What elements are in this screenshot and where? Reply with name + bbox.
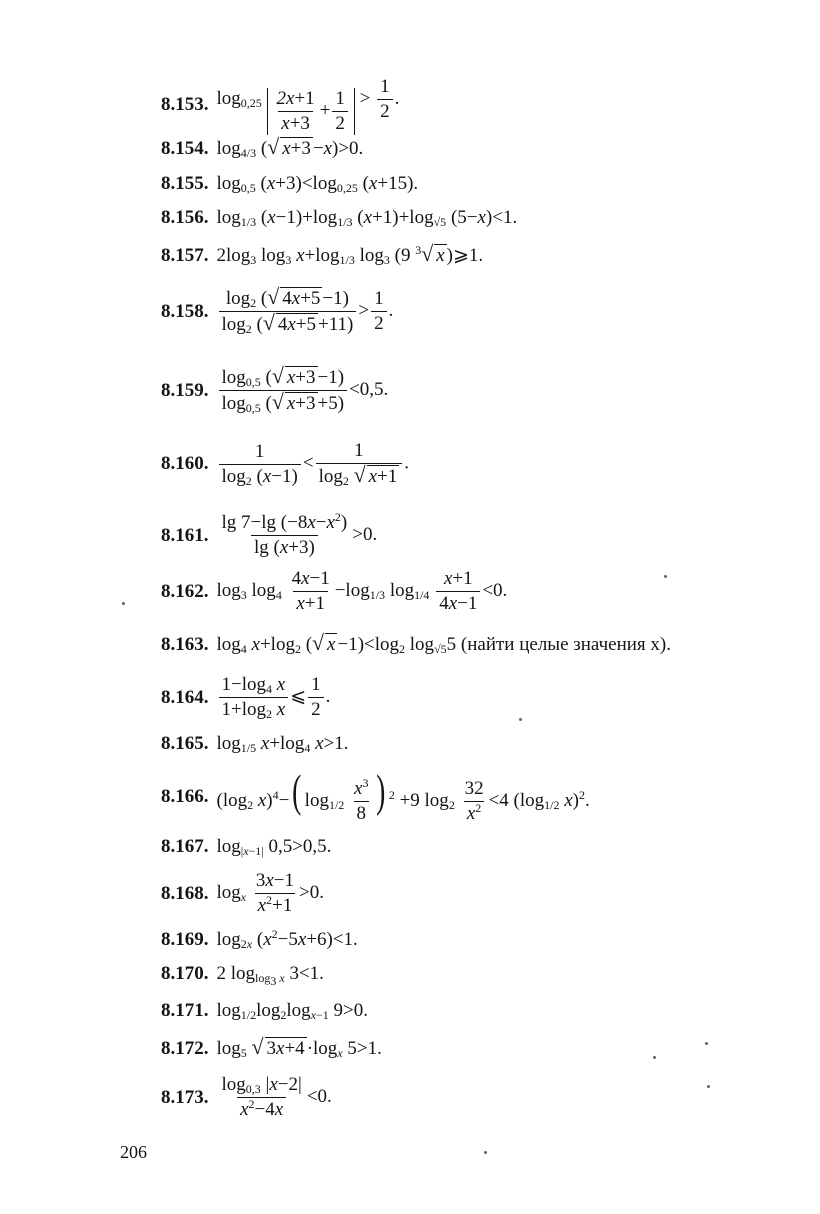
problem-number: 8.155. [161,173,209,194]
formula: $\frac{\log_{0,3} |x-2|}{x^2-4x}$ <0. [221,1074,332,1120]
scan-speck [707,1085,710,1088]
scan-speck [664,575,667,578]
problem-8-163 [161,633,671,656]
problem-number: 8.156. [161,207,209,228]
scan-speck [484,1151,487,1154]
problem-number: 8.169. [161,929,209,950]
formula: $\log_4 x+\log_2$ ( √ x $-1)<\log_2$ $\log_{√5}5$ [216,631,461,656]
formula: $\log_{2x} (x^2-5x+6)<1$. [216,927,358,951]
formula: $\log_3 \log_4$ $\frac{4x-1}{x+1}$ $-\log_{1/3}$ $\log_{1/4}$ $\frac{x+1}{4x-1}$ <0. [216,568,508,614]
problem-8-153 [161,76,399,135]
problem-number: 8.159. [161,379,209,401]
formula: $\frac{\lg 7-\lg (-8x-x^2)}{\lg (x+3)}$ >0. [221,510,378,558]
formula: $\log_2$ ( √ 4x+5 −1) $\log_2$ ( √ 4x+5 +11) > $\frac{1}{2}$ . [217,287,394,336]
problem-8-173 [161,1074,332,1121]
problem-note: (найти целые значения x). [460,633,671,655]
problem-number: 8.167. [161,836,209,857]
scan-speck [519,718,522,721]
problem-8-156 [161,207,517,229]
scan-speck [653,1056,656,1059]
problem-8-162 [161,568,507,615]
formula: $\frac{1}{\log_2 (x-1)}$ < 1 $\log_2$ √ x+1 . [217,440,410,488]
formula: $\log_{0,5}$ ( √ x+3 −1) $\log_{0,5}$ ( √ x+3 +5) <0,5. [217,366,389,415]
problem-number: 8.170. [161,963,209,984]
problem-8-167 [161,836,331,858]
formula: $\log_{|x-1|} 0,5>0,5$. [216,836,332,858]
problem-8-158 [161,287,393,336]
problem-number: 8.154. [161,137,209,159]
formula: $\log_{1/5} x+\log_4$ x>1. [216,733,349,755]
formula: ($\log_2$ x)$^4$−( $\log_{1/2}$ $\frac{x^3}{8}$ ) $^2$ +9 $\log_2$ $\frac{32}{x^2}$ <4 ($\log_{1/2}$ x)$^2$. [216,765,590,825]
problem-number: 8.161. [161,524,209,546]
page-number: 206 [120,1142,147,1162]
problem-8-169 [161,929,358,951]
problem-8-166 [161,765,590,825]
problem-number: 8.153. [161,94,209,116]
problem-8-154 [161,137,363,160]
problem-8-171 [161,1000,368,1022]
formula: $\log_{4/3}$ ( √ x+3 −x)>0. [216,135,364,160]
scan-speck [122,602,125,605]
problem-number: 8.157. [161,244,209,266]
formula: $2\log_3$ $\log_3 x+\log_{1/3}$ $\log_3 (9$ $^3$ √ x )⩾1. [216,242,484,267]
formula: $\frac{1-\log_4 x}{1+\log_2 x}$ ⩽ $\frac{1}{2}$ . [217,674,331,721]
problem-number: 8.160. [161,453,209,474]
problem-8-168 [161,870,324,917]
problem-number: 8.166. [161,785,209,807]
scan-speck [705,1042,708,1045]
problem-8-160 [161,440,409,488]
formula: $\log_{0,5} (x+3)<\log_{0,25}$ (x+15). [216,173,419,195]
problem-8-155 [161,173,418,195]
problem-number: 8.163. [161,633,209,655]
formula: $\log_{1/2}\log_2\log_{x-1}$ 9>0. [216,1000,369,1022]
problem-8-159 [161,366,388,415]
problem-8-170 [161,963,324,988]
problem-number: 8.164. [161,686,209,708]
formula: 2 $\log_{log_3 x} 3<1$. [216,963,324,988]
problem-number: 8.158. [161,300,209,322]
problem-8-157 [161,244,483,267]
problem-number: 8.168. [161,882,209,904]
formula: $\log_x$ $\frac{3x-1}{x^2+1}$ >0. [216,870,324,916]
problem-number: 8.165. [161,733,209,754]
problem-number: 8.173. [161,1086,209,1108]
problem-8-161 [161,512,377,559]
formula: $\log_{1/3} (x-1)+\log_{1/3}$ $(x+1)+\log_{√5}$ (5−x)<1. [216,207,518,229]
problem-number: 8.162. [161,580,209,602]
problem-8-165 [161,733,348,755]
problem-8-164 [161,674,330,721]
problem-8-172 [161,1037,382,1060]
problem-number: 8.171. [161,1000,209,1021]
formula: $\log_5$ √ 3x+4 $\cdot\log_x$ 5>1. [216,1035,382,1060]
problem-number: 8.172. [161,1037,209,1059]
formula: $\log_{0,25}$ $\frac{2x+1}{x+3}$ + $\frac{1}{2}$ > $\frac{1}{2}$ . [216,76,400,134]
